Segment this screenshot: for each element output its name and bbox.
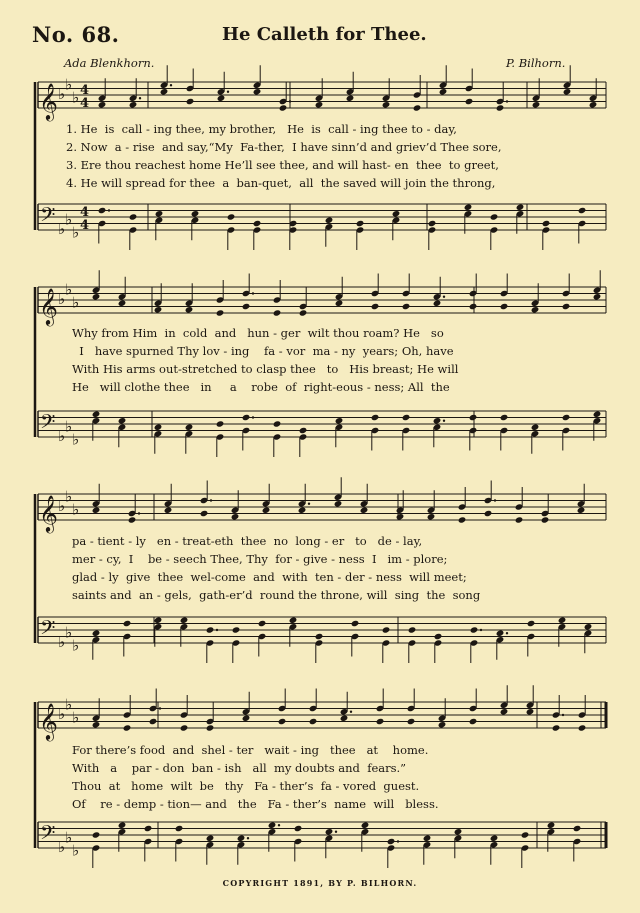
bass-clef-icon: 𝄢 [40,820,56,849]
note-head [396,513,405,520]
note-head [584,623,593,630]
note-head [402,303,411,310]
note-head [160,88,169,95]
flat-icon: ♭ [58,497,66,515]
note-head [542,220,551,227]
dot [216,629,218,631]
treble-staff [38,270,606,326]
dot [335,831,337,833]
flat-icon: ♭ [58,427,66,445]
note-head [92,831,101,838]
dot [443,296,445,298]
note-head [242,715,251,722]
note-head [356,220,365,227]
dot [562,714,564,716]
note-head [253,88,262,95]
flat-icon: ♭ [58,85,66,103]
note-head [154,617,163,624]
dot [278,824,280,826]
bass-clef-icon: 𝄢 [40,202,56,231]
note-head [531,424,540,431]
note-head [527,620,536,627]
note-head [427,513,436,520]
note-head [433,300,442,307]
note-head [382,626,391,633]
treble-staff [38,477,606,533]
note-head [521,831,530,838]
note-head [469,718,478,725]
verse-line: For there’s food and shel - ter wait - ing thee at home. [72,743,429,757]
verse-line: glad - ly give thee wel-come and with ten - der - ness will meet; [72,570,467,584]
verse-line: With a par - don ban - ish all my doubts and fears.” [72,761,407,775]
note-head [231,513,240,520]
note-head [516,204,525,211]
note-head [371,303,380,310]
note-head [180,617,189,624]
flat-icon: ♭ [58,633,66,651]
note-head [118,300,127,307]
note-head [593,293,602,300]
note-head [268,822,277,829]
note-head [335,300,344,307]
verse-line: Of re - demp - tion— and the Fa - ther’s name will bless. [72,797,439,811]
note-head [408,626,417,633]
note-head [470,626,479,633]
copyright-notice: COPYRIGHT 1891, BY P. BILHORN. [222,878,418,888]
note-head [573,825,582,832]
flat-icon: ♭ [58,838,66,856]
note-head [484,510,493,517]
note-head [278,718,287,725]
note-head [438,721,447,728]
note-head [552,724,561,731]
bass-staff [38,203,606,250]
time-signature-digit: 4 [80,205,90,220]
verse-line: 1. He is call - ing thee, my brother, He is call - ing thee to - day, [66,122,457,136]
note-head [155,210,164,217]
dot [397,840,399,842]
treble-clef-icon: 𝄞 [39,81,58,120]
flat-icon: ♭ [65,487,73,506]
dot [159,707,161,709]
flat-icon: ♭ [65,417,73,436]
hymn-title: He Calleth for Thee. [222,24,427,45]
note-head [206,724,215,731]
dot [289,100,291,102]
note-head [92,630,101,637]
note-head [376,718,385,725]
note-head [154,424,163,431]
hymn-number: No. 68. [32,22,120,47]
note-head [242,414,251,421]
bass-staff [38,821,606,868]
note-head [490,835,499,842]
flat-icon: ♭ [65,280,73,299]
dot [308,503,310,505]
note-head [185,306,194,313]
note-head [154,306,163,313]
note-head [541,516,550,523]
verse-line: 3. Ere thou reachest home He’ll see thee, and will hast- en thee to greet, [66,158,499,172]
time-signature-digit: 4 [80,83,90,98]
note-head [129,101,138,108]
note-head [547,822,556,829]
note-head [340,715,349,722]
treble-clef-icon: 𝄞 [39,286,58,325]
flat-icon: ♭ [72,223,80,242]
note-head [258,620,267,627]
note-head [92,507,101,514]
dot [227,91,229,93]
note-head [402,414,411,421]
flat-icon: ♭ [58,290,66,308]
note-head [562,303,571,310]
flat-icon: ♭ [65,75,73,94]
note-head [309,718,318,725]
note-head [299,309,308,316]
note-head [490,213,499,220]
dot [506,632,508,634]
note-head [428,220,437,227]
note-head [325,828,334,835]
note-head [144,825,153,832]
note-head [526,708,535,715]
dot [108,209,110,211]
flat-icon: ♭ [65,828,73,847]
flat-icon: ♭ [72,500,80,519]
verse-line: I have spurned Thy lov - ing fa - vor ma - ny years; Oh, have [72,344,454,358]
dot [350,711,352,713]
treble-clef-icon: 𝄞 [39,493,58,532]
note-head [123,620,132,627]
note-head [407,718,416,725]
flat-icon: ♭ [72,293,80,312]
note-head [232,626,241,633]
note-head [164,507,173,514]
note-head [299,427,308,434]
note-head [185,424,194,431]
note-head [98,101,107,108]
treble-staff [38,65,606,121]
dot [252,292,254,294]
note-head [118,417,127,424]
note-head [392,210,401,217]
note-head [149,718,158,725]
dot [252,416,254,418]
note-head [361,822,370,829]
dot [139,97,141,99]
note-head [496,104,505,111]
note-head [515,516,524,523]
bass-staff [38,616,606,663]
note-head [298,507,307,514]
bass-staff [38,410,606,457]
dot [138,512,140,514]
note-head [371,414,380,421]
flat-icon: ♭ [72,841,80,860]
verse-line: Why from Him in cold and hun - ger wilt thou roam? He so [72,326,444,340]
note-head [289,617,298,624]
note-head [315,101,324,108]
note-head [242,303,251,310]
treble-staff [38,685,606,741]
note-head [563,88,572,95]
flat-icon: ♭ [58,220,66,238]
bass-clef-icon: 𝄢 [40,615,56,644]
flat-icon: ♭ [72,88,80,107]
dot [494,499,496,501]
note-head [454,828,463,835]
verse-line: pa - tient - ly en - treat-eth thee no long - er to de - lay, [72,534,423,548]
note-head [351,620,360,627]
bass-clef-icon: 𝄢 [40,409,56,438]
dot [480,629,482,631]
note-head [469,414,478,421]
note-head [216,309,225,316]
dot [443,420,445,422]
note-head [315,633,324,640]
note-head [423,835,432,842]
note-head [118,822,127,829]
note-head [532,101,541,108]
note-head [464,204,473,211]
note-head [458,516,467,523]
note-head [558,617,567,624]
note-head [273,309,282,316]
flat-icon: ♭ [72,708,80,727]
note-head [129,213,138,220]
note-head [273,420,282,427]
note-head [360,507,369,514]
note-head [279,104,288,111]
flat-icon: ♭ [58,705,66,723]
dot [170,84,172,86]
time-signature-digit: 4 [80,96,90,111]
note-head [200,510,209,517]
verse-line: Thou at home wilt be thy Fa - ther’s fa - vored guest. [72,779,420,793]
note-head [578,724,587,731]
note-head [237,835,246,842]
note-head [531,306,540,313]
note-head [180,724,189,731]
note-head [469,303,478,310]
note-head [382,101,391,108]
note-head [439,88,448,95]
note-head [500,303,509,310]
note-head [123,724,132,731]
note-head [577,507,586,514]
note-head [128,516,137,523]
flat-icon: ♭ [72,430,80,449]
note-head [262,507,271,514]
note-head [434,633,443,640]
note-head [346,95,355,102]
note-head [589,101,598,108]
note-head [500,708,509,715]
dot [247,837,249,839]
verse-line: He will clothe thee in a robe of right-eous - ness; All the [72,380,450,394]
note-head [92,293,101,300]
time-signature-digit: 4 [80,218,90,233]
note-head [216,420,225,427]
note-head [191,210,200,217]
note-head [186,98,195,105]
note-head [593,411,602,418]
note-head [175,825,184,832]
note-head [334,500,343,507]
note-head [387,838,396,845]
note-head [335,417,344,424]
note-head [294,825,303,832]
note-head [578,207,587,214]
flat-icon: ♭ [65,623,73,642]
note-head [217,95,226,102]
note-head [227,213,236,220]
note-head [206,835,215,842]
verse-line: mer - cy, I be - seech Thee, Thy for - give - ness I im - plore; [72,552,448,566]
dot [210,499,212,501]
treble-clef-icon: 𝄞 [39,701,58,740]
note-head [413,104,422,111]
note-head [433,417,442,424]
flat-icon: ♭ [65,695,73,714]
note-head [92,411,101,418]
note-head [253,220,262,227]
note-head [500,414,509,421]
flat-icon: ♭ [65,210,73,229]
note-head [325,217,334,224]
verse-line: saints and an - gels, gath-er’d round the throne, will sing the song [72,588,481,602]
note-head [562,414,571,421]
lyricist-credit: Ada Blenkhorn. [64,56,155,70]
note-head [206,626,215,633]
verse-line: 4. He will spread for thee a ban-quet, all the saved will join the throng, [66,176,496,190]
verse-line: 2. Now a - rise and say,“My Fa-ther, I have sinn’d and griev’d Thee sore, [66,140,502,154]
flat-icon: ♭ [72,636,80,655]
dot [506,100,508,102]
note-head [92,721,101,728]
note-head [98,207,107,214]
note-head [465,98,474,105]
composer-credit: P. Bilhorn. [506,56,566,70]
verse-line: With His arms out-stretched to clasp thee to His breast; He will [72,362,459,376]
note-head [496,630,505,637]
